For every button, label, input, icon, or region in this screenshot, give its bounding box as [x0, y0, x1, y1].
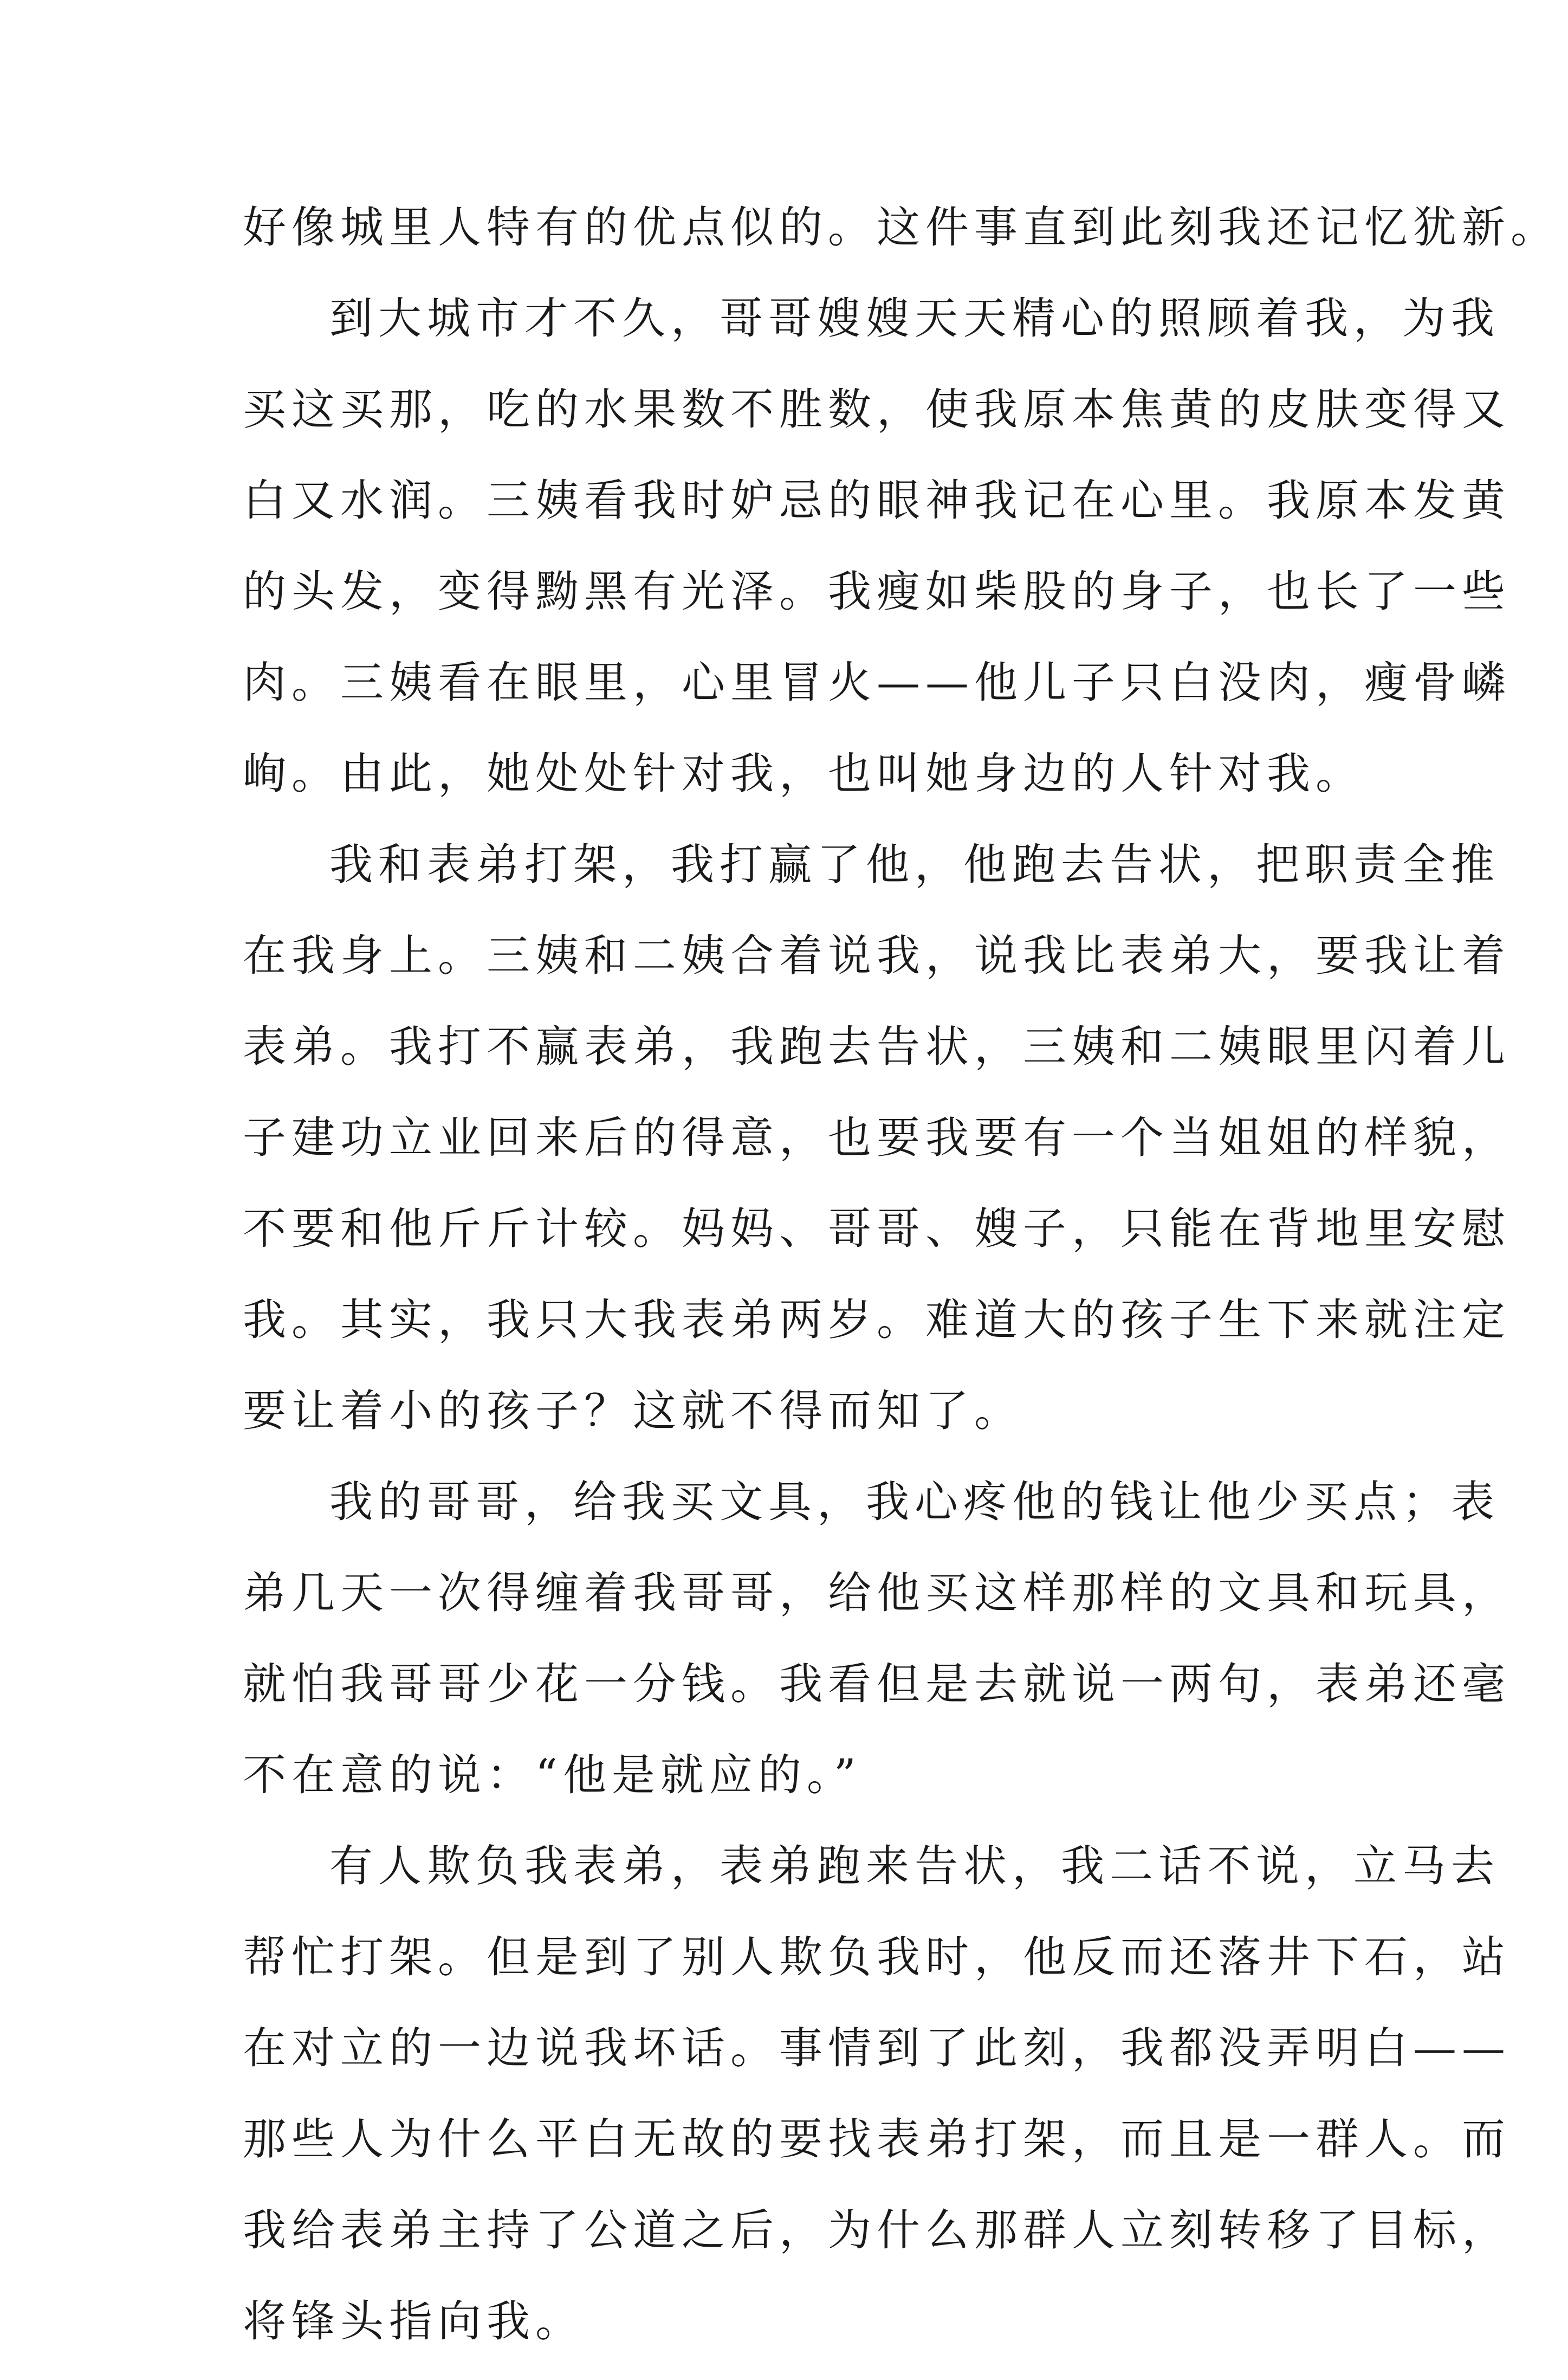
text-line: 要让着小的孩子？这就不得而知了。	[243, 1386, 1023, 1436]
text-line: 不要和他斤斤计较。妈妈、哥哥、嫂子，只能在背地里安慰	[243, 1204, 1511, 1254]
body-text	[243, 195, 1559, 2380]
paragraph-first-line: 我和表弟打架，我打赢了他，他跑去告状，把职责全推	[329, 839, 1500, 890]
text-line: 的头发，变得黝黑有光泽。我瘦如柴股的身子，也长了一些	[243, 566, 1511, 617]
text-line: 峋。由此，她处处针对我，也叫她身边的人针对我。	[243, 748, 1364, 799]
text-line: 表弟。我打不赢表弟，我跑去告状，三姨和二姨眼里闪着儿	[243, 1021, 1511, 1072]
text-line: 将锋头指向我。	[243, 2296, 584, 2346]
text-line: 子建功立业回来后的得意，也要我要有一个当姐姐的样貌，	[243, 1113, 1511, 1163]
text-line: 肉。三姨看在眼里，心里冒火——他儿子只白没肉，瘦骨嶙	[243, 657, 1511, 708]
text-line: 买这买那，吃的水果数不胜数，使我原本焦黄的皮肤变得又	[243, 384, 1511, 435]
text-line: 我。其实，我只大我表弟两岁。难道大的孩子生下来就注定	[243, 1295, 1511, 1345]
text-line: 在我身上。三姨和二姨合着说我，说我比表弟大，要我让着	[243, 930, 1511, 981]
text-line: 弟几天一次得缠着我哥哥，给他买这样那样的文具和玩具，	[243, 1568, 1511, 1618]
paragraph-first-line: 到大城市才不久，哥哥嫂嫂天天精心的照顾着我，为我	[329, 293, 1500, 344]
text-line: 在对立的一边说我坏话。事情到了此刻，我都没弄明白——	[243, 2023, 1511, 2073]
paragraph-first-line: 有人欺负我表弟，表弟跑来告状，我二话不说，立马去	[329, 1841, 1500, 1891]
text-line: 白又水润。三姨看我时妒忌的眼神我记在心里。我原本发黄	[243, 475, 1511, 526]
text-line: 不在意的说：“他是就应的。”	[243, 1750, 861, 1800]
paragraph-first-line: 我的哥哥，给我买文具，我心疼他的钱让他少买点；表	[329, 1477, 1500, 1527]
text-line: 就怕我哥哥少花一分钱。我看但是去就说一两句，表弟还毫	[243, 1659, 1511, 1709]
text-line: 帮忙打架。但是到了别人欺负我时，他反而还落井下石，站	[243, 1932, 1511, 1982]
text-line: 那些人为什么平白无故的要找表弟打架，而且是一群人。而	[243, 2114, 1511, 2164]
text-line: 我给表弟主持了公道之后，为什么那群人立刻转移了目标，	[243, 2205, 1511, 2255]
text-line: 好像城里人特有的优点似的。这件事直到此刻我还记忆犹新。	[243, 202, 1559, 253]
